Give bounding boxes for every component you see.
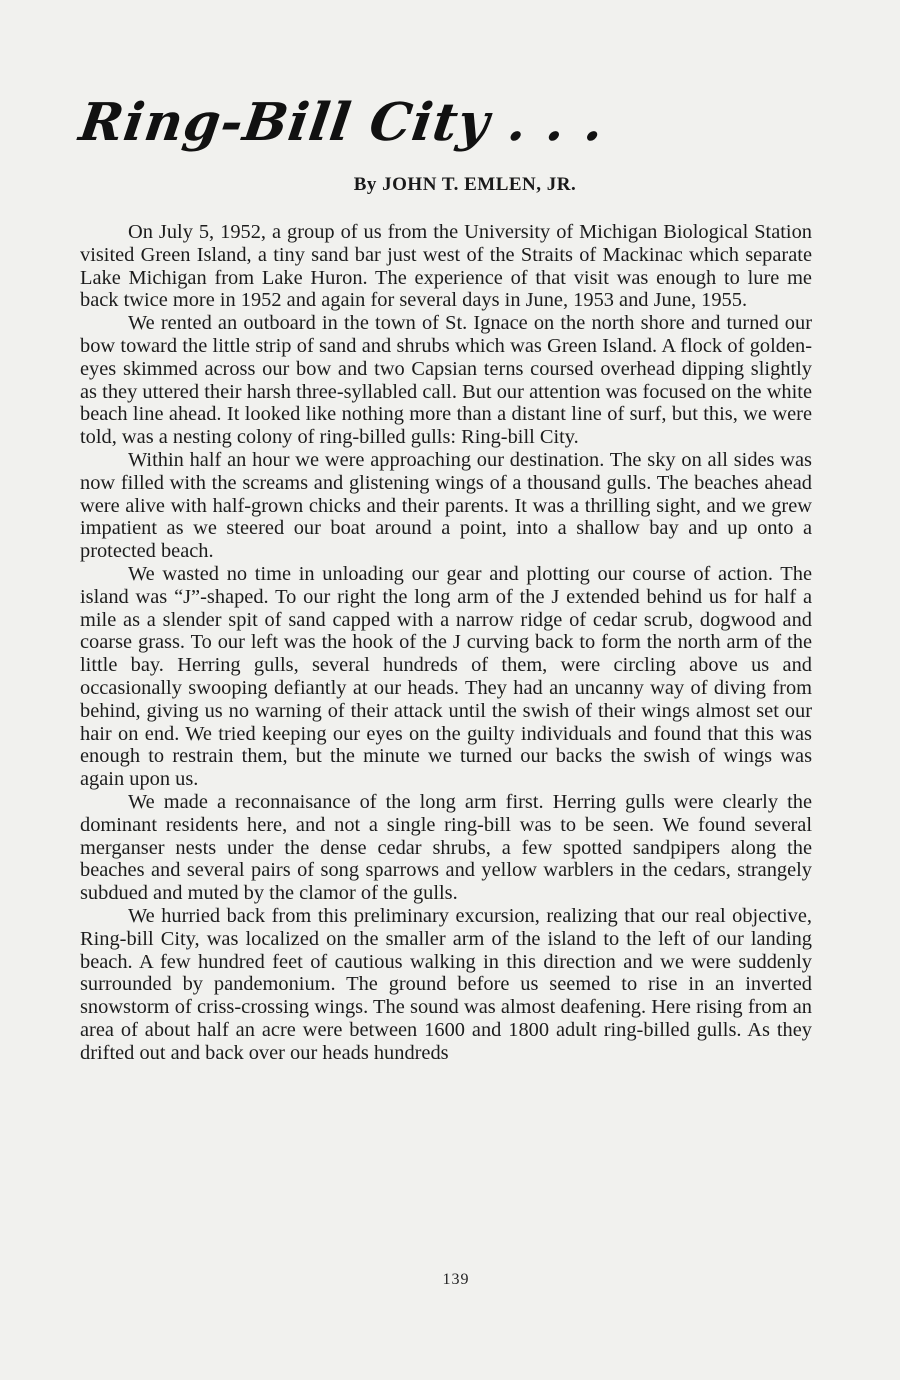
paragraph: We wasted no time in unloading our gear and plotting our course of action. The island was “J”-shaped. To our right the long arm of the J extended behind us for half a mile as a slender spit of sand capped with a narrow ridge of cedar scrub, dogwood and coarse grass. To our left was the hook of the J curving back to form the north arm of the little bay. Herring gulls, several hundreds of them, were circling above us and occasionally swooping defiantly at our heads. They had an uncanny way of diving from behind, giving us no warning of their attack until the swish of their wings almost set our hair on end. We tried keeping our eyes on the guilty individuals and found that this was enough to restrain them, but the minute we turned our backs the swish of wings was again upon us. [80,562,812,791]
paragraph: We hurried back from this preliminary excursion, realizing that our real objective, Ring-bill City, was localized on the smaller arm of the island to the left of our landing beach. A few hundred feet of cautious walking in this direction and we were suddenly surrounded by pandemonium. The ground before us seemed to rise in an inverted snowstorm of criss-crossing wings. The sound was almost deafening. Here rising from an area of about half an acre were between 1600 and 1800 adult ring-billed gulls. As they drifted out and back over our heads hundreds [80,904,812,1064]
paragraph: We rented an outboard in the town of St. Ignace on the north shore and turned our bow toward the little strip of sand and shrubs which was Green Island. A flock of golden-eyes skimmed across our bow and two Capsian terns coursed overhead dipping slightly as they uttered their harsh three-syllabled call. But our attention was focused on the white beach line ahead. It looked like nothing more than a distant line of surf, but this, we were told, was a nesting colony of ring-billed gulls: Ring-bill City. [80,312,812,449]
author-byline: By JOHN T. EMLEN, JR. [353,174,577,195]
article-body [80,221,812,1064]
page-number: 139 [442,1271,470,1288]
paragraph: On July 5, 1952, a group of us from the University of Michigan Biological Station visited Green Island, a tiny sand bar just west of the Straits of Mackinac which separate Lake Michigan from Lake Huron. The experience of that visit was enough to lure me back twice more in 1952 and again for several days in June, 1953 and June, 1955. [80,221,812,312]
paragraph: We made a reconnaisance of the long arm first. Herring gulls were clearly the dominant residents here, and not a single ring-bill was to be seen. We found several merganser nests under the dense cedar shrubs, a few spotted sandpipers along the beaches and several pairs of song sparrows and yellow warblers in the cedars, strangely subdued and muted by the clamor of the gulls. [80,790,812,905]
article-title: Ring-Bill City . . . [75,92,609,153]
paragraph: Within half an hour we were approaching our destination. The sky on all sides was now filled with the screams and glistening wings of a thousand gulls. The beaches ahead were alive with half-grown chicks and their parents. It was a thrilling sight, and we grew impatient as we steered our boat around a point, into a shallow bay and up onto a protected beach. [80,448,812,563]
